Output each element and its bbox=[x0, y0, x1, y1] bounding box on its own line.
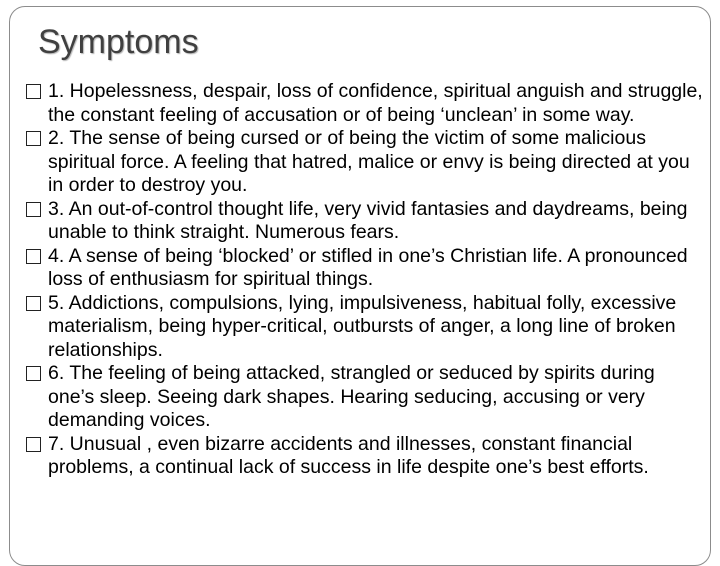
bullet-text: 3. An out-of-control thought life, very vivid fantasies and daydreams, being unable to think straight. Numerous fears. bbox=[48, 197, 688, 243]
square-bullet-icon bbox=[26, 131, 41, 146]
bullet-text: 1. Hopelessness, despair, loss of confidence, spiritual anguish and struggle, the constant feeling of accusation or of being ‘unclean’ in some way. bbox=[48, 80, 703, 126]
bullet-list bbox=[26, 80, 706, 480]
bullet-text: 4. A sense of being ‘blocked’ or stifled in one’s Christian life. A pronounced loss of enthusiasm for spiritual things. bbox=[48, 244, 688, 290]
bullet-item-5 bbox=[26, 292, 706, 363]
square-bullet-icon bbox=[26, 249, 41, 264]
square-bullet-icon bbox=[26, 202, 41, 217]
bullet-text: 5. Addictions, compulsions, lying, impulsiveness, habitual folly, excessive materialism, being hyper-critical, outbursts of anger, a long line of broken relationships. bbox=[48, 291, 677, 361]
bullet-item-7 bbox=[26, 433, 706, 480]
square-bullet-icon bbox=[26, 296, 41, 311]
bullet-item-2 bbox=[26, 127, 706, 198]
square-bullet-icon bbox=[26, 437, 41, 452]
bullet-item-3 bbox=[26, 198, 706, 245]
square-bullet-icon bbox=[26, 366, 41, 381]
bullet-text: 6. The feeling of being attacked, strangled or seduced by spirits during one’s sleep. Seeing dark shapes. Hearing seducing, accusing or very demanding voices. bbox=[48, 362, 655, 431]
slide-title: Symptoms bbox=[38, 23, 199, 61]
bullet-item-6 bbox=[26, 362, 706, 433]
bullet-text: 2. The sense of being cursed or of being the victim of some malicious spiritual force. A feeling that hatred, malice or envy is being directed at you in order to destroy you. bbox=[48, 127, 690, 196]
bullet-text: 7. Unusual , even bizarre accidents and illnesses, constant financial problems, a continual lack of success in life despite one’s best efforts. bbox=[48, 432, 649, 478]
bullet-item-4 bbox=[26, 245, 706, 292]
square-bullet-icon bbox=[26, 84, 41, 99]
bullet-item-1 bbox=[26, 80, 706, 127]
